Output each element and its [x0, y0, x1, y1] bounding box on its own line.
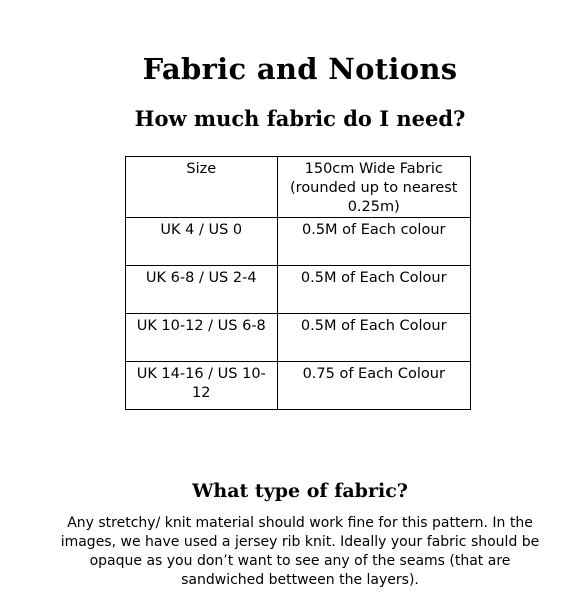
table-row: [126, 218, 471, 266]
table-row: [126, 362, 471, 410]
size-cell: UK 4 / US 0: [126, 218, 278, 266]
size-cell: UK 10-12 / US 6-8: [126, 314, 278, 362]
fabric-amount-cell: 0.75 of Each Colour: [277, 362, 471, 410]
size-cell: UK 6-8 / US 2-4: [126, 266, 278, 314]
section-heading-fabric-amount: How much fabric do I need?: [134, 106, 466, 131]
fabric-amount-cell: 0.5M of Each colour: [277, 218, 471, 266]
column-header-size: Size: [126, 157, 278, 218]
fabric-amount-cell: 0.5M of Each Colour: [277, 266, 471, 314]
section-heading-fabric-type: What type of fabric?: [192, 480, 408, 502]
size-cell: UK 14-16 / US 10-12: [126, 362, 278, 410]
page-title: Fabric and Notions: [142, 52, 458, 86]
column-header-fabric: 150cm Wide Fabric (rounded up to nearest 0.25m): [277, 157, 471, 218]
table-row: [126, 314, 471, 362]
fabric-type-paragraph: Any stretchy/ knit material should work fine for this pattern. In the images, we have used a jersey rib knit. Ideally your fabric should be opaque as you don’t want to see any of the seams (that are sandwiched bettween the layers).: [60, 515, 540, 588]
table-header-row: [126, 157, 471, 218]
fabric-amount-cell: 0.5M of Each Colour: [277, 314, 471, 362]
fabric-requirements-table: [125, 156, 471, 410]
table-row: [126, 266, 471, 314]
